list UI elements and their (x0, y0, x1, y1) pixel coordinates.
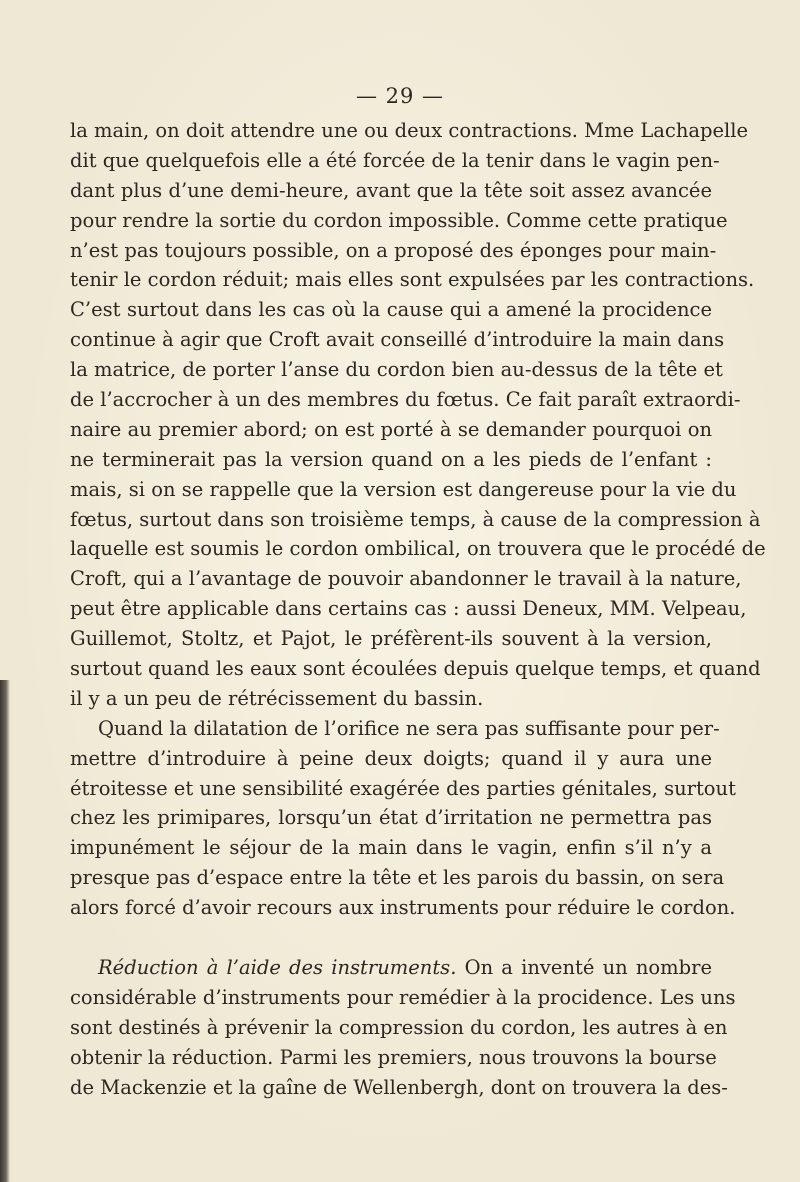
text-line: chez les primipares, lorsqu’un état d’irritation ne permettra pas (70, 806, 712, 830)
body-text (70, 116, 766, 1103)
text-line: obtenir la réduction. Parmi les premiers, nous trouvons la bourse (70, 1045, 717, 1069)
text-line: naire au premier abord; on est porté à se demander pourquoi on (70, 417, 712, 441)
text-line: alors forcé d’avoir recours aux instruments pour réduire le cordon. (70, 896, 736, 920)
text-line: de l’accrocher à un des membres du fœtus. Ce fait paraît extraordi- (70, 388, 741, 412)
text-line: dant plus d’une demi-heure, avant que la tête soit assez avancée (70, 178, 712, 202)
text-line: la main, on doit attendre une ou deux contractions. Mme Lachapelle (70, 119, 749, 142)
text-line: sont destinés à prévenir la compression du cordon, les autres à en (70, 1015, 728, 1039)
text-line: considérable d’instruments pour remédier à la procidence. Les uns (70, 985, 736, 1009)
text-line: peut être applicable dans certains cas : aussi Deneux, MM. Velpeau, (70, 597, 747, 621)
text-line: il y a un peu de rétrécissement du bassin. (70, 686, 484, 710)
section-heading-line (70, 953, 712, 983)
text-line: presque pas d’espace entre la tête et les parois du bassin, on sera (70, 866, 725, 890)
text-line: de Mackenzie et la gaîne de Wellenbergh, dont on trouvera la des- (70, 1075, 728, 1099)
paragraph-2 (70, 714, 736, 923)
text-line: C’est surtout dans les cas où la cause qui a amené la procidence (70, 298, 712, 322)
text-line: mettre d’introduire à peine deux doigts; quand il y aura une (70, 746, 712, 770)
text-line: tenir le cordon réduit; mais elles sont expulsées par les contractions. (70, 268, 755, 292)
text-line: fœtus, surtout dans son troisième temps, à cause de la compression à (70, 507, 761, 531)
text-line: pour rendre la sortie du cordon impossible. Comme cette pratique (70, 208, 728, 232)
text-line: la matrice, de porter l’anse du cordon bien au-dessus de la tête et (70, 358, 723, 382)
text-line: Quand la dilatation de l’orifice ne sera pas suffisante pour per- (98, 716, 720, 740)
page-number: — 29 — (355, 84, 445, 108)
text-line: surtout quand les eaux sont écoulées depuis quelque temps, et quand (70, 657, 761, 681)
text-line: Croft, qui a l’avantage de pouvoir abandonner le travail à la nature, (70, 567, 742, 591)
text-line: mais, si on se rappelle que la version est dangereuse pour la vie du (70, 477, 737, 501)
text-line: dit que quelquefois elle a été forcée de la tenir dans le vagin pen- (70, 148, 720, 172)
text-line: continue à agir que Croft avait conseillé d’introduire la main dans (70, 328, 725, 352)
text-line: Guillemot, Stoltz, et Pajot, le préfèrent-ils souvent à la version, (70, 627, 712, 651)
binding-edge (0, 680, 10, 1182)
paragraph-3 (70, 953, 736, 1102)
paragraph-1 (70, 116, 766, 714)
text-line: impunément le séjour de la main dans le vagin, enfin s’il n’y a (70, 836, 712, 860)
text-line: étroitesse et une sensibilité exagérée des parties génitales, surtout (70, 776, 736, 800)
heading-line-rest: On a inventé un nombre (464, 956, 712, 980)
text-line: laquelle est soumis le cordon ombilical, on trouvera que le procédé de (70, 537, 766, 561)
section-gap (70, 923, 712, 953)
section-heading: Réduction à l’aide des instruments. (98, 956, 457, 980)
text-line: n’est pas toujours possible, on a proposé des éponges pour main- (70, 238, 717, 262)
text-line: ne terminerait pas la version quand on a les pieds de l’enfant : (70, 447, 712, 471)
